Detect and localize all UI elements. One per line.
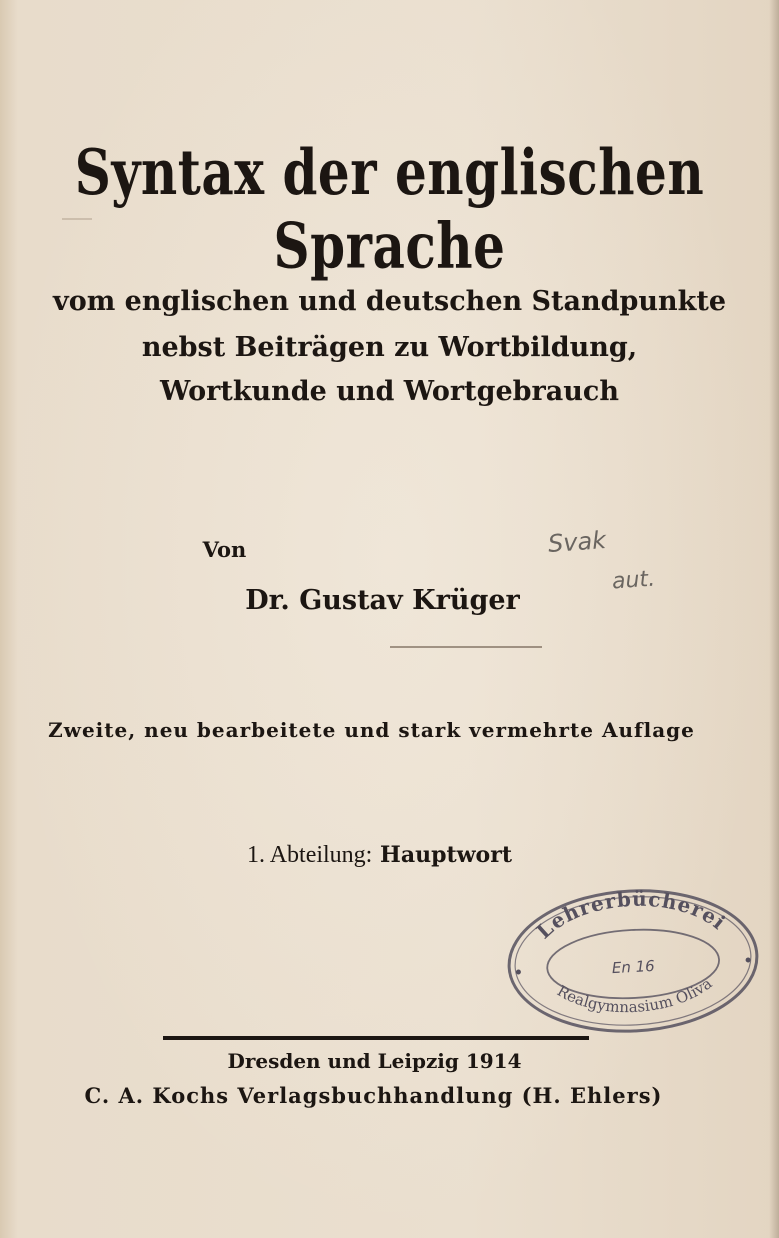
subtitle-line-3: Wortkunde und Wortgebrauch <box>160 376 619 407</box>
imprint-rule <box>163 1036 589 1040</box>
stamp-graphic <box>501 879 764 1042</box>
imprint-place-year: Dresden und Leipzig 1914 <box>227 1049 522 1073</box>
by-label: Von <box>202 537 247 562</box>
handwritten-note-1: Svak <box>547 526 607 558</box>
svg-text:Lehrerbücherei <box>530 882 732 945</box>
stamp-inner-text: En 16 <box>611 956 656 978</box>
part-name: Hauptwort <box>380 842 512 868</box>
imprint-publisher: C. A. Kochs Verlagsbuchhandlung (H. Ehlers) <box>84 1083 663 1108</box>
book-title: Syntax der englischen Sprache <box>74 135 705 283</box>
part-heading <box>0 842 769 869</box>
stamp-bottom-text: Realgymnasium Oliva <box>553 974 716 1017</box>
handwritten-note-2: aut. <box>611 566 656 595</box>
subtitle-line-1: vom englischen und deutschen Standpunkte <box>53 286 726 317</box>
author-name: Dr. Gustav Krüger <box>245 585 520 616</box>
stamp-top-text: Lehrerbücherei <box>531 886 731 944</box>
pencil-underline <box>390 646 542 648</box>
subtitle-line-2: nebst Beiträgen zu Wortbildung, <box>141 332 638 363</box>
library-stamp <box>501 879 764 1042</box>
edition-statement: Zweite, neu bearbeitete und stark vermehrte Auflage <box>48 718 695 742</box>
svg-text:Realgymnasium Oliva <box>553 974 716 1020</box>
part-label: 1. Abteilung: <box>247 842 373 868</box>
